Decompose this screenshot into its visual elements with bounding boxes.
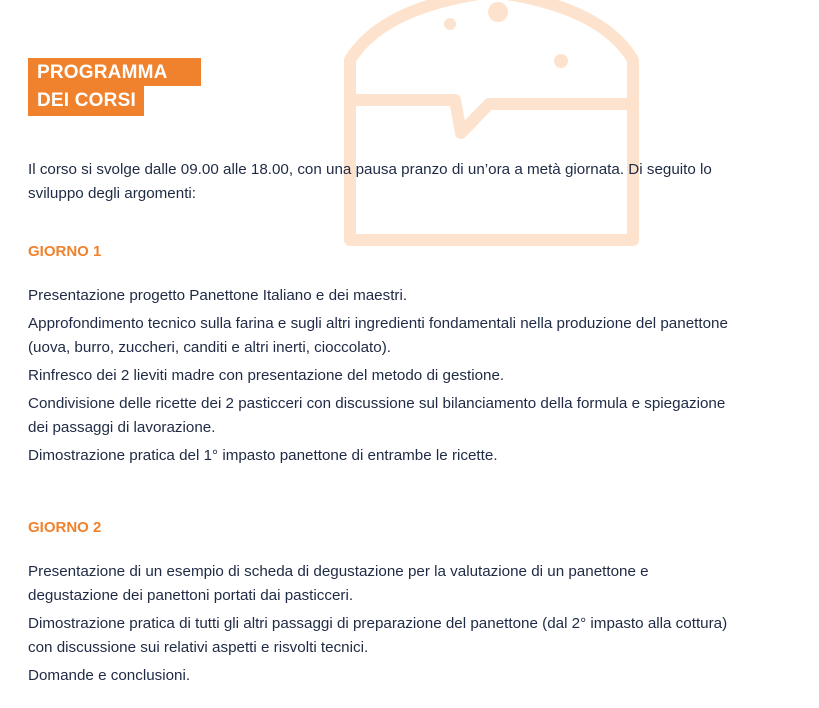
section-title-badge — [28, 58, 201, 116]
panettone-watermark-icon — [343, 0, 639, 250]
day-1-heading: GIORNO 1 — [28, 243, 102, 260]
intro-paragraph: Il corso si svolge dalle 09.00 alle 18.00, con una pausa pranzo di un’ora a metà giornata. Di seguito lo sviluppo degli argomenti: — [28, 161, 712, 202]
title-line-1: PROGRAMMA — [28, 58, 201, 86]
list-item: Dimostrazione pratica del 1° impasto panettone di entrambe le ricette. — [28, 447, 498, 464]
list-item: Approfondimento tecnico sulla farina e sugli altri ingredienti fondamentali nella produzione del panettone (uova, burro, zuccheri, canditi e altri inerti, cioccolato). — [28, 315, 728, 356]
list-item: Condivisione delle ricette dei 2 pasticceri con discussione sul bilanciamento della formula e spiegazione dei passaggi di lavorazione. — [28, 395, 726, 436]
day-2-list — [28, 560, 728, 692]
list-item: Presentazione progetto Panettone Italiano e dei maestri. — [28, 287, 408, 304]
day-1-list — [28, 284, 728, 472]
day-2-heading: GIORNO 2 — [28, 519, 102, 536]
list-item: Domande e conclusioni. — [28, 667, 191, 684]
list-item: Presentazione di un esempio di scheda di degustazione per la valutazione di un panettone e degustazione dei panettoni portati dai pasticceri. — [28, 563, 649, 604]
title-line-2: DEI CORSI — [28, 86, 144, 116]
list-item: Dimostrazione pratica di tutti gli altri passaggi di preparazione del panettone (dal 2° impasto alla cottura) con discussione sui relativi aspetti e risvolti tecnici. — [28, 615, 728, 656]
list-item: Rinfresco dei 2 lieviti madre con presentazione del metodo di gestione. — [28, 367, 505, 384]
